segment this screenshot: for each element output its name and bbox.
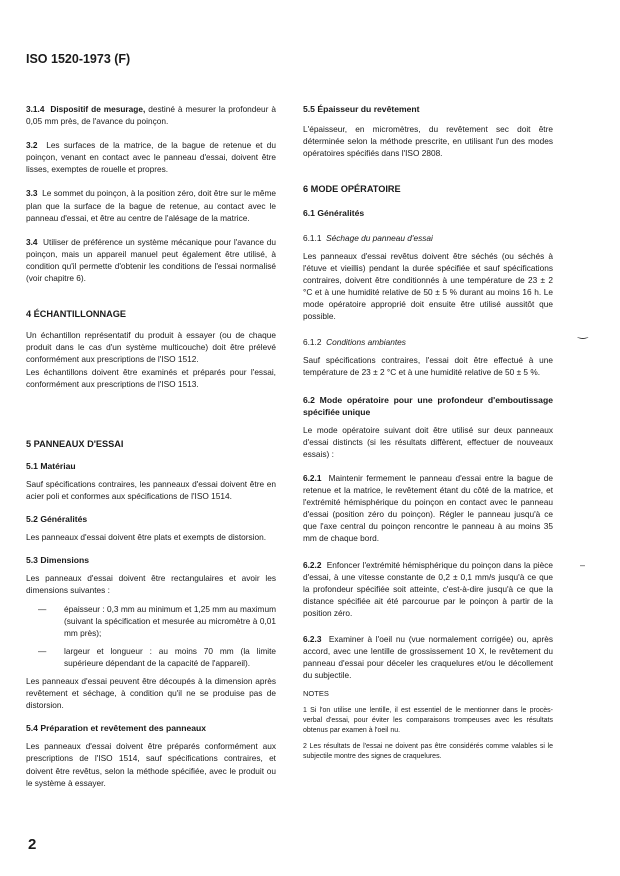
left-column (26, 103, 276, 789)
paragraph: L'épaisseur, en micromètres, du revêtement sec doit être déterminée selon la méthode prescrite, en utilisant l'un des modes opératoires spécifiés dans l'ISO 2808. (303, 124, 553, 159)
paragraph: Enfoncer l'extrémité hémisphérique du poinçon dans la pièce d'essai, à une vitesse constante de 0,2 ± 0,1 mm/s jusqu'à ce que la profondeur spécifiée soit atteinte, c'est-à-dire jusqu'à ce que la distance spécifiée ait été parcourue par le poinçon à partir de la position zéro. (303, 559, 553, 618)
section-number: 6.2.3 (303, 634, 322, 644)
section-6-1-title: 6.1 Généralités (303, 208, 365, 219)
section-6-1-2-heading (303, 336, 553, 348)
section-5-1-title: 5.1 Matériau (26, 460, 76, 471)
list-item-text: épaisseur : 0,3 mm au minimum et 1,25 mm au maximum (suivant la spécification et mesurée au micromètre à 0,01 mm près); (64, 603, 276, 638)
section-number: 6.1.1 (303, 232, 322, 243)
paragraph: Les panneaux d'essai revêtus doivent être séchés (ou séchés à l'étuve et vieillis) pendant la durée spécifiée et sauf spécifications contraires, doivent être conditionnés à une température de 23 ± 2 °C et à une humidité relative de 50 ± 5 % durant au moins 16 h. Le mode opératoire approprié doit ensuite être utilisé aussitôt que possible. (303, 250, 553, 322)
section-number: 3.1.4 (26, 104, 45, 114)
section-5-2-title: 5.2 Généralités (26, 514, 88, 525)
list-item (26, 603, 276, 639)
section-title: Conditions ambiantes (326, 337, 406, 348)
document-header: ISO 1520-1973 (F) (26, 52, 131, 66)
paragraph: Les échantillons doivent être examinés et préparés pour l'essai, conformément aux prescriptions de l'ISO 1513. (26, 366, 276, 389)
paragraph: Examiner à l'oeil nu (vue normalement corrigée) ou, après accord, avec une lentille de grossissement 10 X, le revêtement du panneau d'essai pour déceler les craquelures et/ou le décollement du subjectile. (303, 634, 553, 681)
note-2: 2 Les résultats de l'essai ne doivent pas être considérés comme valables si le subjectile montre des signes de craquelures. (303, 743, 553, 761)
section-6-title: 6 MODE OPÉRATOIRE (303, 184, 401, 195)
right-column (303, 103, 553, 762)
paragraph: Les surfaces de la matrice, de la bague de retenue et du poinçon, venant en contact avec le panneau d'essai, doivent être lisses, exemptes de rouelle et propres. (26, 140, 276, 175)
section-title: Séchage du panneau d'essai (326, 232, 433, 243)
paragraph: Les panneaux d'essai peuvent être découpés à la dimension après revêtement et séchage, à condition qu'il ne se produise pas de distorsion. (26, 676, 276, 711)
paragraph: Les panneaux d'essai doivent être préparés conformément aux prescriptions de l'ISO 1514, sauf spécifications contraires, et doivent être revêtus, selon la méthode spécifiée, avec le produit ou le système à essayer. (26, 741, 276, 788)
dash-marker: — (38, 603, 47, 614)
section-6-2-3 (303, 633, 553, 681)
section-number: 3.3 (26, 188, 38, 199)
section-3-1-4 (26, 103, 276, 127)
paragraph: Utiliser de préférence un système mécanique pour l'avance du poinçon, mais un appareil manuel peut également être utilisé, à condition qu'il permette d'obtenir les conditions de l'essai normalisé (voir chapitre 6). (26, 236, 276, 284)
section-number: 6.1.2 (303, 337, 322, 348)
section-6-2-title: 6.2 Mode opératoire pour une profondeur d'emboutissage spécifiée unique (303, 394, 553, 417)
section-5-title: 5 PANNEAUX D'ESSAI (26, 438, 124, 449)
section-5-4-title: 5.4 Préparation et revêtement des panneaux (26, 723, 207, 734)
section-number: 3.2 (26, 140, 38, 151)
note-1: 1 Si l'on utilise une lentille, il est essentiel de le mentionner dans le procès-verbal d'essai, pour éviter les comparaisons trompeuses avec les résultats obtenus par examen à l'oeil nu. (303, 707, 553, 735)
list-item-text: largeur et longueur : au moins 70 mm (la limite supérieure dépendant de la capacité de l'appareil). (64, 645, 276, 668)
list-item (26, 645, 276, 669)
section-3-3 (26, 187, 276, 223)
section-4-title: 4 ÉCHANTILLONNAGE (26, 309, 127, 320)
section-6-2-2 (303, 559, 553, 619)
margin-mark: ‿ (578, 325, 588, 339)
notes-title: NOTES (303, 689, 329, 699)
paragraph: Les panneaux d'essai doivent être plats et exempts de distorsion. (26, 532, 267, 543)
section-title: Dispositif de mesurage, (50, 104, 146, 114)
section-number: 3.4 (26, 236, 38, 247)
section-5-3-title: 5.3 Dimensions (26, 555, 90, 566)
paragraph: Sauf spécifications contraires, les panneaux d'essai doivent être en acier poli et conformes aux spécifications de l'ISO 1514. (26, 478, 276, 501)
section-5-5-title: 5.5 Épaisseur du revêtement (303, 104, 420, 114)
dash-marker: — (38, 645, 47, 656)
paragraph: Le mode opératoire suivant doit être utilisé sur deux panneaux d'essai distincts (si les résultats diffèrent, effectuer de nouveaux essais) : (303, 424, 553, 459)
section-3-2 (26, 139, 276, 175)
section-6-2-1 (303, 472, 553, 545)
section-number: 6.2.2 (303, 559, 322, 570)
paragraph: Maintenir fermement le panneau d'essai entre la bague de retenue et la matrice, le revêtement étant du côté de la matrice, et l'extrémité hémisphérique du poinçon en contact avec le panneau d'essai (position zéro du poinçon). Régler le panneau jusqu'à ce que l'axe central du poinçon rencontre le panneau à au moins 35 mm de chaque bord. (303, 472, 553, 544)
paragraph: Un échantillon représentatif du produit à essayer (ou de chaque produit dans le cas d'un système multicouche) doit être prélevé conformément aux prescriptions de l'ISO 1512. (26, 330, 276, 365)
paragraph: destiné à mesurer la profondeur à 0,05 mm près, de l'avance du poinçon. (26, 104, 276, 127)
section-3-4 (26, 236, 276, 284)
page-number: 2 (28, 836, 37, 853)
section-6-1-1-heading (303, 232, 553, 244)
paragraph: Les panneaux d'essai doivent être rectangulaires et avoir les dimensions suivantes : (26, 573, 276, 596)
paragraph: Sauf spécifications contraires, l'essai doit être effectué à une température de 23 ± 2 °C et à une humidité relative de 50 ± 5 %. (303, 355, 553, 378)
margin-mark: – (580, 560, 586, 570)
paragraph: Le sommet du poinçon, à la position zéro, doit être sur le même plan que la surface de la bague de retenue, au contact avec le panneau d'essai, et être au centre de l'alésage de la matrice. (26, 188, 276, 223)
section-number: 6.2.1 (303, 472, 322, 483)
